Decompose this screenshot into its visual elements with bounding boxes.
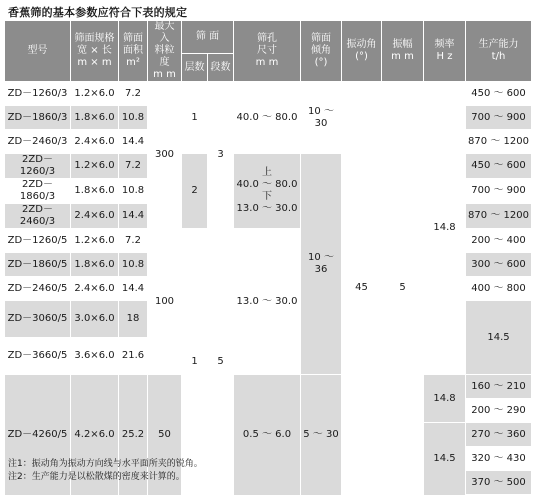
size-cell: 2.4×6.0 [71,204,119,229]
header-area: 筛面 面积 m² [119,21,148,82]
parameter-table [4,20,532,496]
area-cell: 10.8 [119,179,148,204]
incline-cell: 10 ～ 36 [301,154,342,375]
area-cell: 25.2 [119,375,148,496]
area-cell: 14.4 [119,204,148,229]
table-title: 香蕉筛的基本参数应符合下表的规定 [8,6,188,19]
incline-cell: 5 ～ 30 [301,375,342,496]
size-cell: 2.4×6.0 [71,130,119,154]
header-aperture: 筛孔 尺寸 m m [234,21,301,82]
capacity-cell: 870 ～ 1200 [466,204,532,229]
sections-cell: 5 [208,229,234,496]
header-layers: 层数 [182,54,208,82]
capacity-cell: 450 ～ 600 [466,82,532,106]
sections-cell: 3 [208,82,234,229]
model-cell: 2ZD－1860/3 [5,179,71,204]
footnote: 注1：振动角为振动方向线与水平面所夹的锐角。 [8,459,203,469]
header-model: 型号 [5,21,71,82]
area-cell: 7.2 [119,229,148,253]
size-cell: 2.4×6.0 [71,277,119,301]
frequency-cell: 14.5 [424,423,466,496]
footnotes [8,458,203,484]
capacity-cell: 320 ～ 430 [466,447,532,471]
capacity-cell: 200 ～ 290 [466,399,532,423]
table-row [5,82,532,106]
header-feed-size: 最大入 料粒度 m m [148,21,182,82]
aperture-cell: 0.5 ～ 6.0 [234,375,301,496]
size-cell: 1.2×6.0 [71,82,119,106]
capacity-cell: 370 ～ 500 [466,471,532,495]
model-cell: ZD－2460/3 [5,130,71,154]
spacer-cell [466,495,532,496]
model-cell: 2ZD－2460/3 [5,204,71,229]
model-cell: ZD－4260/5 [5,375,71,496]
header-frequency: 频率 H z [424,21,466,82]
area-cell: 21.6 [119,338,148,375]
header-screen-face: 筛 面 [182,21,234,54]
capacity-cell: 450 ～ 600 [466,154,532,179]
size-cell: 1.8×6.0 [71,106,119,130]
table-row [5,375,532,399]
area-cell: 10.8 [119,106,148,130]
area-cell: 7.2 [119,154,148,179]
layers-cell: 1 [182,229,208,496]
capacity-cell: 700 ～ 900 [466,106,532,130]
area-cell: 14.4 [119,130,148,154]
size-cell: 1.2×6.0 [71,229,119,253]
vib-angle-cell: 45 [342,82,382,496]
area-cell: 18 [119,301,148,338]
aperture-cell: 40.0 ～ 80.0 [234,82,301,154]
header-capacity: 生产能力 t/h [466,21,532,82]
model-cell: 2ZD－1260/3 [5,154,71,179]
header-sections: 段数 [208,54,234,82]
size-cell: 3.6×6.0 [71,338,119,375]
header-amplitude: 振幅 m m [382,21,424,82]
header-incline: 筛面 倾角 (°) [301,21,342,82]
area-cell: 7.2 [119,82,148,106]
layers-cell: 2 [182,154,208,229]
frequency-cell: 14.5 [466,301,532,375]
model-cell: ZD－1260/5 [5,229,71,253]
header-vib-angle: 振动角 (°) [342,21,382,82]
layers-cell: 1 [182,82,208,154]
model-cell: ZD－1860/5 [5,253,71,277]
aperture-cell: 上 40.0 ～ 80.0 下 13.0 ～ 30.0 [234,154,301,229]
size-cell: 1.8×6.0 [71,179,119,204]
area-cell: 14.4 [119,277,148,301]
model-cell: ZD－3060/5 [5,301,71,338]
feed-size-cell: 50 [148,375,182,496]
feed-size-cell: 100 [148,229,182,375]
size-cell: 1.8×6.0 [71,253,119,277]
capacity-cell: 200 ～ 400 [466,229,532,253]
capacity-cell: 270 ～ 360 [466,423,532,447]
size-cell: 3.0×6.0 [71,301,119,338]
area-cell: 10.8 [119,253,148,277]
amplitude-cell: 5 [382,82,424,496]
frequency-cell: 14.8 [424,375,466,423]
header-size: 筛面规格 宽 × 长 m × m [71,21,119,82]
capacity-cell: 400 ～ 800 [466,277,532,301]
capacity-cell: 160 ～ 210 [466,375,532,399]
incline-cell: 10 ～ 30 [301,82,342,154]
model-cell: ZD－1860/3 [5,106,71,130]
capacity-cell: 870 ～ 1200 [466,130,532,154]
capacity-cell: 300 ～ 600 [466,253,532,277]
size-cell: 4.2×6.0 [71,375,119,496]
footnote: 注2：生产能力是以松散煤的密度来计算的。 [8,472,185,482]
aperture-cell: 13.0 ～ 30.0 [234,229,301,375]
model-cell: ZD－2460/5 [5,277,71,301]
model-cell: ZD－1260/3 [5,82,71,106]
size-cell: 1.2×6.0 [71,154,119,179]
feed-size-cell: 300 [148,82,182,229]
model-cell: ZD－3660/5 [5,338,71,375]
frequency-cell: 14.8 [424,82,466,375]
capacity-cell: 700 ～ 900 [466,179,532,204]
